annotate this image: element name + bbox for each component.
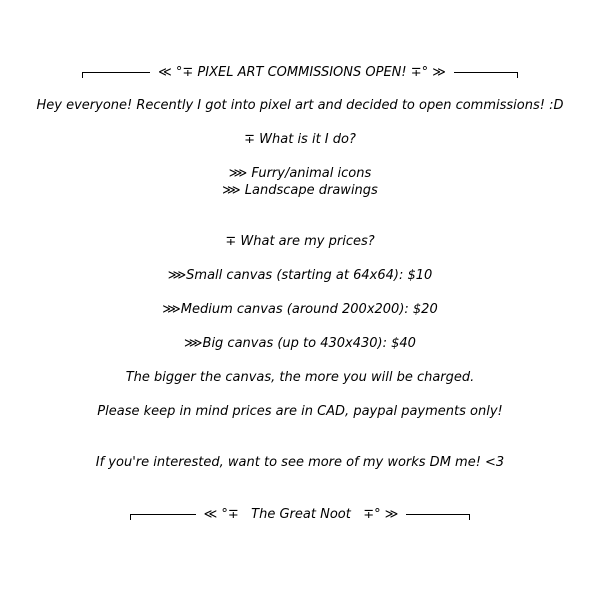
price-item-big: ⋙Big canvas (up to 430x430): $40 [184, 336, 416, 351]
footer-right-rule [406, 514, 470, 523]
contact-text: If you're interested, want to see more of my works DM me! <3 [95, 455, 505, 470]
header-right-rule [454, 72, 518, 81]
intro-text: Hey everyone! Recently I got into pixel art and decided to open commissions! :D [36, 98, 564, 113]
note-canvas-size: The bigger the canvas, the more you will be charged. [125, 370, 475, 385]
note-payment: Please keep in mind prices are in CAD, paypal payments only! [97, 404, 503, 419]
what-item-landscapes: ⋙ Landscape drawings [222, 183, 378, 198]
what-item-icons: ⋙ Furry/animal icons [228, 166, 372, 181]
header-banner [0, 64, 600, 81]
footer-banner [0, 506, 600, 523]
prices-heading: ∓ What are my prices? [225, 234, 375, 249]
header-left-rule [82, 72, 150, 81]
footer-signature: ≪ °∓ The Great Noot ∓° ≫ [203, 507, 399, 522]
price-item-small: ⋙Small canvas (starting at 64x64): $10 [167, 268, 433, 283]
header-title: ≪ °∓ PIXEL ART COMMISSIONS OPEN! ∓° ≫ [158, 65, 446, 80]
footer-left-rule [130, 514, 196, 523]
what-heading: ∓ What is it I do? [244, 132, 356, 147]
price-item-medium: ⋙Medium canvas (around 200x200): $20 [162, 302, 438, 317]
